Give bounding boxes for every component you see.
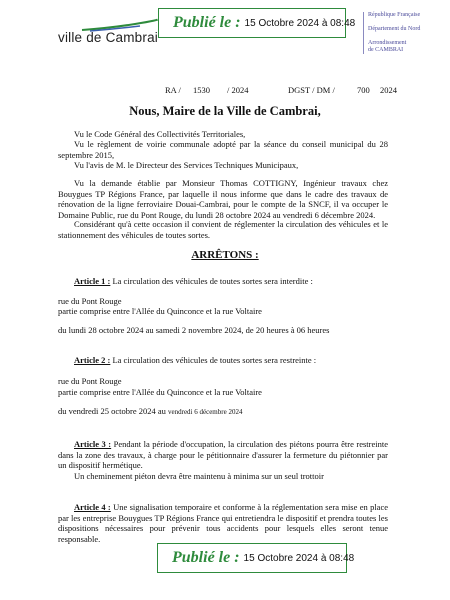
admin-sidebar: [363, 12, 450, 54]
ref-ra-number: 1530: [193, 85, 210, 95]
publication-stamp-bottom: [157, 543, 355, 573]
article-street: rue du Pont Rouge: [58, 296, 122, 306]
article-section: partie comprise entre l'Allée du Quinconce et la rue Voltaire: [58, 306, 262, 316]
article-label: Article 1 :: [74, 276, 111, 286]
ref-dgst-label: DGST / DM /: [288, 85, 335, 95]
article-section: partie comprise entre l'Allée du Quinconce et la rue Voltaire: [58, 387, 262, 397]
article-text: La circulation des véhicules de toutes sortes sera interdite :: [112, 276, 313, 286]
city-logo: [58, 26, 158, 48]
article-extra: Un cheminement piéton devra être maintenu à minima sur un seul trottoir: [74, 471, 324, 481]
article-period: [58, 406, 388, 418]
period-end: vendredi 6 décembre 2024: [168, 408, 243, 416]
considerant: Vu le règlement de voirie communale adopté par la séance du conseil municipal du 28 septembre 2015,: [58, 139, 388, 160]
sidebar-line: Arrondissement: [368, 40, 407, 46]
article-text: La circulation des véhicules de toutes sortes sera restreinte :: [112, 355, 317, 365]
article-3: [58, 439, 388, 471]
sidebar-line: Département du Nord: [368, 26, 421, 32]
period-main: du vendredi 25 octobre 2024 au: [58, 406, 166, 416]
stamp-date: 15 Octobre 2024 à 08:48: [244, 17, 356, 29]
article-label: Article 3 :: [74, 439, 112, 449]
article-1: [58, 276, 388, 287]
considerant: Vu l'avis de M. le Directeur des Services Techniques Municipaux,: [74, 160, 299, 170]
article-period: du lundi 28 octobre 2024 au samedi 2 novembre 2024, de 20 heures à 06 heures: [58, 325, 330, 335]
article-2: [58, 355, 388, 366]
ref-dgst-number: 700: [357, 85, 370, 95]
arretons-heading: ARRÊTONS :: [191, 249, 259, 261]
page-title: Nous, Maire de la Ville de Cambrai,: [129, 104, 321, 118]
considerant: Considérant qu'à cette occasion il convient de réglementer la circulation des véhicules et le stationnement des véhicules de toutes sortes.: [58, 219, 388, 240]
ref-ra-year: / 2024: [227, 85, 249, 95]
article-label: Article 4 :: [74, 502, 111, 512]
article-4: [58, 502, 388, 544]
article-text: Une signalisation temporaire et conforme à la réglementation sera mise en place par les entreprise Bouygues TP Régions France qui entretiendra le dispositif et prendra toutes les dispositions nécessaires pour prévenir tous accidents pour lesquels elles seront tenue responsable.: [58, 502, 389, 544]
stamp-label: Publié le :: [173, 14, 241, 31]
publication-stamp-top: [158, 8, 356, 38]
considerant: Vu la demande établie par Monsieur Thomas COTTIGNY, Ingénieur travaux chez Bouygues TP Régions France, par laquelle il nous informe que dans le cadre des travaux de rénovation de la ligne ferroviaire Douai-Cambrai, pour le compte de la SNCF, il va occuper le Domaine Public, rue du Pont Rouge, du lundi 28 octobre 2024 au vendredi 6 décembre 2024.: [58, 178, 388, 220]
considerant: Vu le Code Général des Collectivités Territoriales,: [74, 129, 246, 139]
article-street: rue du Pont Rouge: [58, 376, 122, 386]
sidebar-line: de CAMBRAI: [368, 47, 404, 53]
sidebar-line: République Française: [368, 12, 421, 18]
logo-text: ville de Cambrai: [58, 30, 158, 45]
article-label: Article 2 :: [74, 355, 111, 365]
ref-dgst-year: 2024: [380, 85, 397, 95]
article-text: Pendant la période d'occupation, la circulation des piétons pourra être restreinte dans la zone des travaux, à charge pour le pétitionnaire d'assurer la fermeture du piétonnier par un dispositif hermétique.: [58, 439, 388, 470]
stamp-date: 15 Octobre 2024 à 08:48: [243, 552, 355, 564]
stamp-label: Publié le :: [172, 549, 240, 566]
ref-ra-label: RA /: [165, 85, 181, 95]
